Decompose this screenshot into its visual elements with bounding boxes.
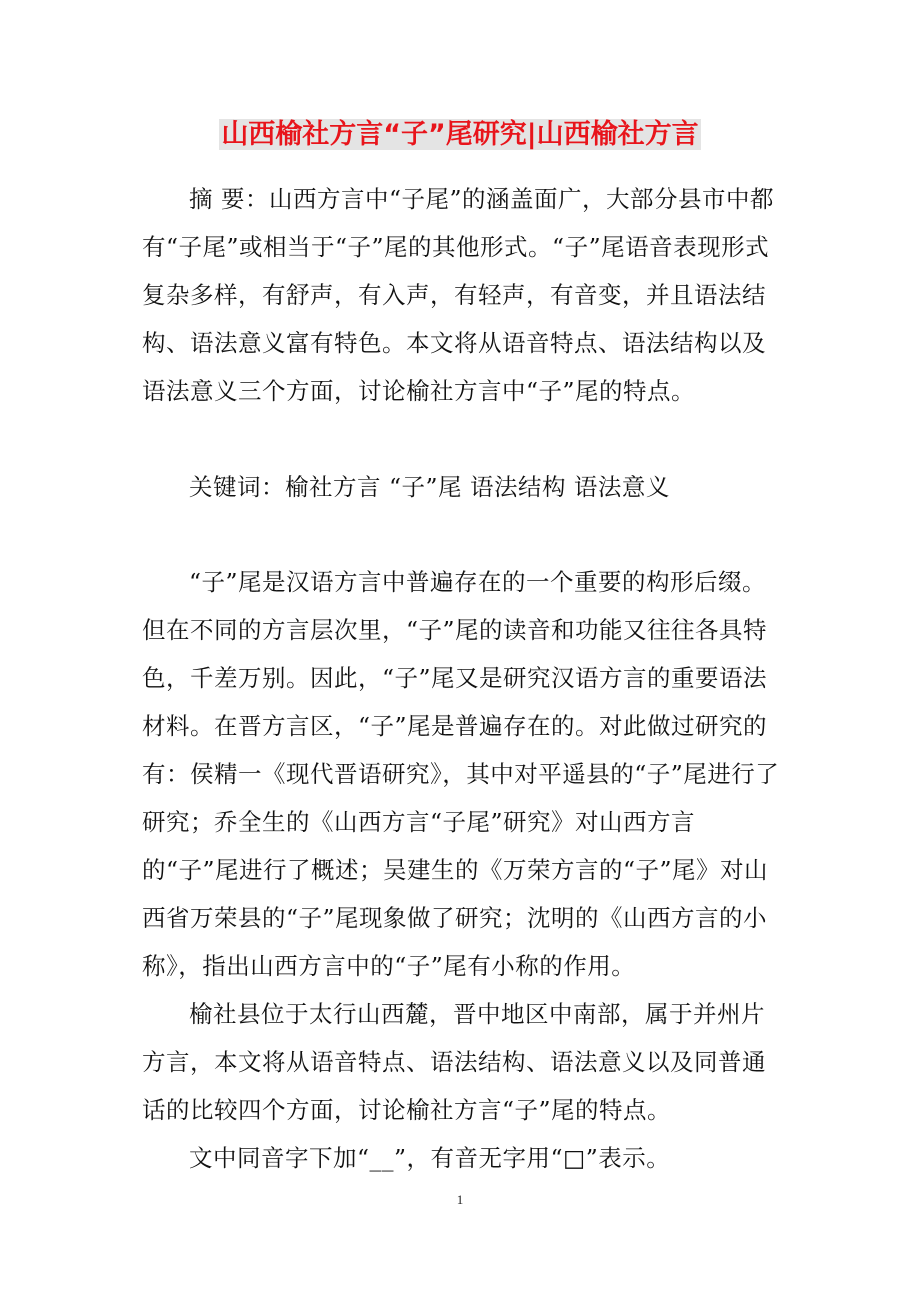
page-title <box>0 112 920 158</box>
page-number: 1 <box>456 1192 464 1207</box>
page-title-text: 山西榆社方言“子”尾研究|山西榆社方言 <box>221 119 699 150</box>
body-paragraph-1: “子”尾是汉语方言中普遍存在的一个重要的构形后缀。但在不同的方言层次里，“子”尾的读音和功能又往往各具特色，千差万别。因此，“子”尾又是研究汉语方言的重要语法材料。在晋方言区，“子”尾是普遍存在的。对此做过研究的有：侯精一《现代晋语研究》，其中对平遥县的“子”尾进行了研究；乔全生的《山西方言“子尾”研究》对山西方言的“子”尾进行了概述；吴建生的《万荣方言的“子”尾》对山西省万荣县的“子”尾现象做了研究；沈明的《山西方言的小称》，指出山西方言中的“子”尾有小称的作用。 <box>142 568 780 980</box>
body-paragraph-3: 文中同音字下加“__”，有音无字用“□”表示。 <box>189 1144 671 1172</box>
body-section <box>142 558 780 1182</box>
body-paragraph-2: 榆社县位于太行山西麓，晋中地区中南部，属于并州片方言，本文将从语音特点、语法结构、语法意义以及同普通话的比较四个方面，讨论榆社方言“子”尾的特点。 <box>142 1000 766 1124</box>
abstract-paragraph: 摘 要：山西方言中“子尾”的涵盖面广，大部分县市中都有“子尾”或相当于“子”尾的其他形式。“子”尾语音表现形式复杂多样，有舒声，有入声，有轻声，有音变，并且语法结构、语法意义富有特色。本文将从语音特点、语法结构以及语法意义三个方面，讨论榆社方言中“子”尾的特点。 <box>142 185 774 405</box>
keywords-paragraph: 关键词：榆社方言 “子”尾 语法结构 语法意义 <box>189 473 670 501</box>
abstract-section <box>142 175 780 415</box>
keywords-section <box>142 463 780 511</box>
